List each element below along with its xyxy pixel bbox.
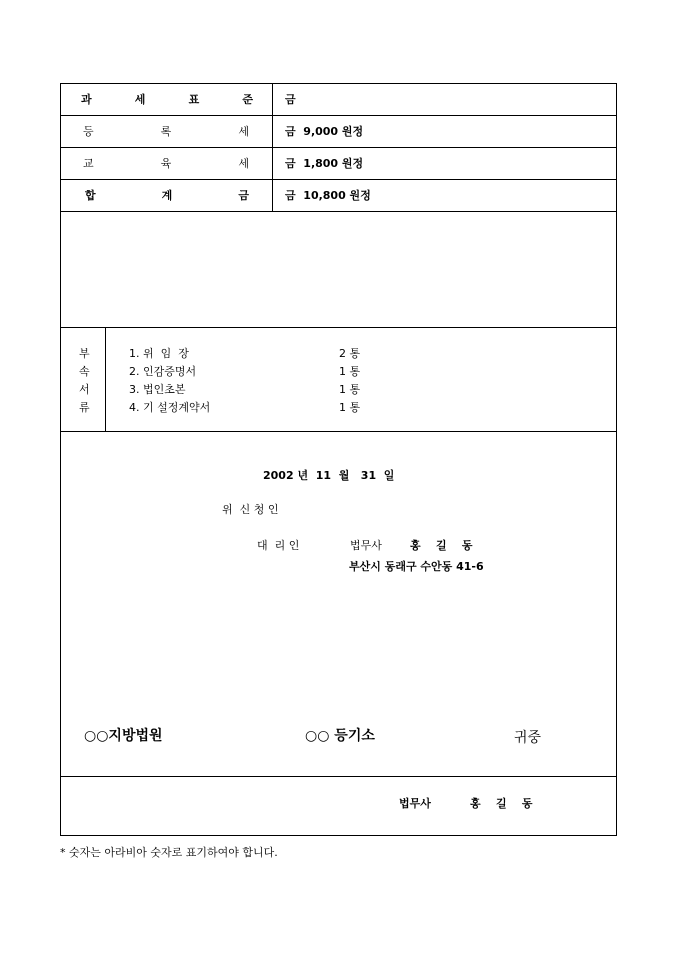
footnote: * 숫자는 아라비아 숫자로 표기하여야 합니다. [60, 846, 278, 859]
honorific: 귀중 [514, 730, 542, 746]
attachments-side-label-2: 속 [79, 365, 90, 378]
agent-title: 법무사 [350, 539, 382, 552]
footer-title: 법무사 [399, 797, 431, 810]
attachment-item-count: 1 통 [339, 383, 361, 396]
registration-form [60, 83, 617, 836]
attachments-section [61, 328, 616, 432]
tax-row-total [61, 180, 616, 212]
attachments-side-label-1: 부 [79, 347, 90, 360]
attachments-side-label-4: 류 [79, 401, 90, 414]
footer-name: 홍 길 동 [470, 797, 533, 810]
footer-signature [61, 777, 616, 835]
application-section [61, 432, 616, 777]
attachment-item-count: 2 통 [339, 347, 361, 360]
court-name: ○○지방법원 [84, 728, 163, 744]
tax-row-registration [61, 116, 616, 148]
education-tax-label: 교 육 세 [83, 157, 249, 170]
agent-name: 홍 길 동 [410, 539, 473, 552]
total-amount-value: 금 10,800 원정 [285, 189, 371, 202]
total-amount-label: 합 계 금 [85, 189, 249, 202]
registration-tax-value: 금 9,000 원정 [285, 125, 364, 138]
tax-row-education [61, 148, 616, 180]
registration-tax-label: 등 록 세 [83, 125, 249, 138]
tax-standard-value: 금 [285, 93, 296, 106]
attachment-item-name: 4. 기 설정계약서 [129, 401, 211, 414]
education-tax-value: 금 1,800 원정 [285, 157, 364, 170]
attachment-item-name: 1. 위 임 장 [129, 347, 189, 360]
tax-standard-label: 과 세 표 준 [81, 93, 253, 106]
blank-section [61, 212, 616, 328]
agent-label: 대 리 인 [257, 539, 300, 552]
attachment-item-count: 1 통 [339, 365, 361, 378]
applicant-label: 위 신 청 인 [222, 503, 279, 516]
attachments-side-label-3: 서 [79, 383, 90, 396]
attachment-item-count: 1 통 [339, 401, 361, 414]
agent-address: 부산시 동래구 수안동 41-6 [349, 560, 484, 573]
attachment-item-name: 3. 법인초본 [129, 383, 186, 396]
tax-row-standard [61, 84, 616, 116]
application-date: 2002 년 11 월 31 일 [263, 469, 395, 482]
registry-office: ○○ 등기소 [305, 728, 375, 744]
attachment-item-name: 2. 인감증명서 [129, 365, 197, 378]
